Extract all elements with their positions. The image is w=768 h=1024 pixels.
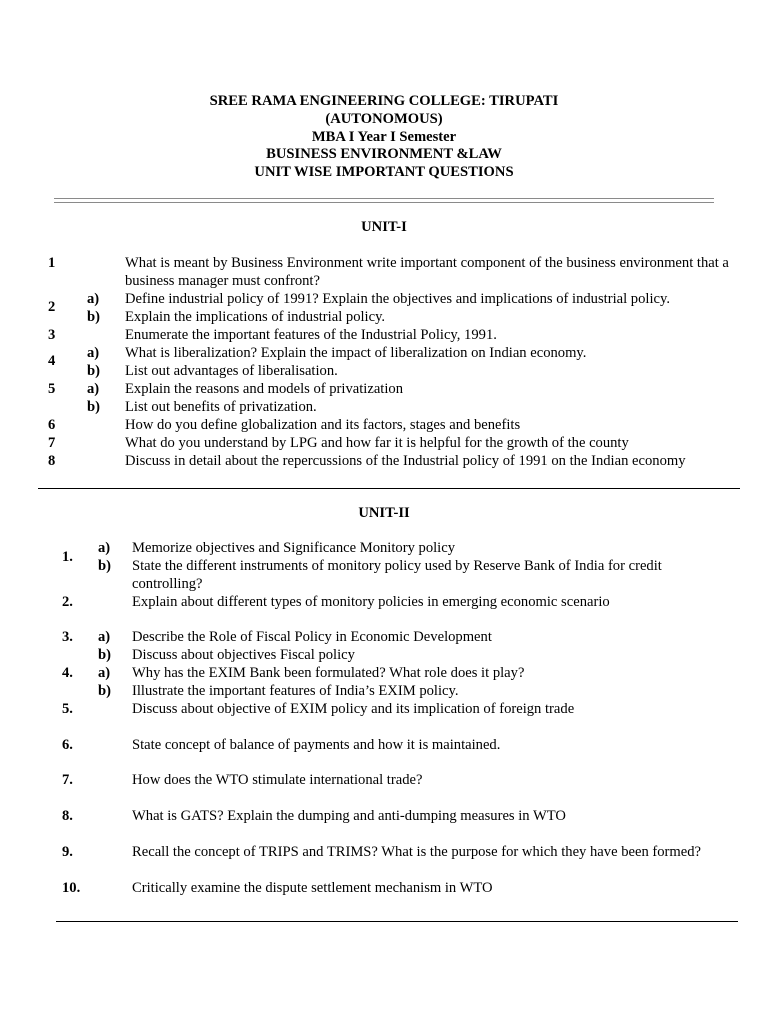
question-number: 5. [62,701,73,717]
question-number: 5 [48,381,56,397]
question-text: What do you understand by LPG and how far it is helpful for the growth of the county [125,435,629,451]
question-text: How does the WTO stimulate international trade? [132,772,423,788]
question-text: State concept of balance of payments and how it is maintained. [132,737,501,753]
document-header [0,93,768,182]
question-text: Discuss in detail about the repercussions of the Industrial policy of 1991 on the Indian economy [125,453,686,469]
sub-label: b) [98,647,111,663]
question-text: Critically examine the dispute settlement mechanism in WTO [132,880,493,896]
question-text: State the different instruments of monitory policy used by Reserve Bank of India for credit controlling? [132,558,662,592]
program-label: MBA I Year I Semester [311,128,457,145]
question-text: What is GATS? Explain the dumping and anti-dumping measures in WTO [132,808,566,824]
sub-label: b) [87,363,100,379]
sub-label: b) [98,683,111,699]
question-number: 6. [62,737,73,753]
question-number: 3 [48,327,56,343]
question-number: 4. [62,665,73,681]
question-text: Define industrial policy of 1991? Explain the objectives and implications of industrial policy. [125,291,670,307]
question-number: 4 [48,353,56,369]
question-text: Memorize objectives and Significance Monitory policy [132,540,456,556]
question-number: 7. [62,772,73,788]
question-number: 7 [48,435,56,451]
sub-label: a) [98,540,111,556]
question-number: 1. [62,549,73,565]
question-text: What is liberalization? Explain the impact of liberalization on Indian economy. [125,345,587,361]
unit2-title: UNIT-II [358,505,410,521]
question-text: Describe the Role of Fiscal Policy in Economic Development [132,629,492,645]
header-divider-bottom [54,202,714,203]
sub-label: b) [98,558,111,574]
unit2-divider [56,921,738,922]
question-number: 2. [62,594,73,610]
question-number: 9. [62,844,73,860]
question-text: How do you define globalization and its factors, stages and benefits [125,417,521,433]
sub-label: a) [87,381,100,397]
question-text: List out benefits of privatization. [125,399,317,415]
sub-label: a) [87,291,100,307]
sub-label: a) [87,345,100,361]
question-text: Explain about different types of monitory policies in emerging economic scenario [132,594,610,610]
question-number: 6 [48,417,56,433]
question-number: 8 [48,453,56,469]
question-text: Discuss about objectives Fiscal policy [132,647,355,663]
question-text: Explain the implications of industrial policy. [125,309,386,325]
sub-label: b) [87,399,100,415]
question-text: Discuss about objective of EXIM policy and its implication of foreign trade [132,701,575,717]
unit1-title: UNIT-I [361,219,407,235]
question-number: 2 [48,299,56,315]
question-number: 3. [62,629,73,645]
question-text: Why has the EXIM Bank been formulated? What role does it play? [132,665,525,681]
question-text: Explain the reasons and models of privatization [125,381,404,397]
question-text: What is meant by Business Environment write important component of the business environment that a business manager must confront? [125,255,729,289]
sub-label: b) [87,309,100,325]
autonomous-label: (AUTONOMOUS) [325,110,443,127]
question-number: 8. [62,808,73,824]
question-text: Enumerate the important features of the Industrial Policy, 1991. [125,327,497,343]
header-divider-top [54,198,714,199]
college-name: SREE RAMA ENGINEERING COLLEGE: TIRUPATI [209,93,559,109]
subject-title: BUSINESS ENVIRONMENT &LAW [266,146,502,163]
unit1-divider [38,488,740,489]
sub-label: a) [98,665,111,681]
question-number: 10. [62,880,81,896]
question-text: Illustrate the important features of India’s EXIM policy. [132,683,459,699]
question-text: Recall the concept of TRIPS and TRIMS? What is the purpose for which they have been formed? [132,844,702,860]
sub-label: a) [98,629,111,645]
document-title: UNIT WISE IMPORTANT QUESTIONS [254,164,514,181]
question-text: List out advantages of liberalisation. [125,363,338,379]
question-number: 1 [48,255,56,271]
